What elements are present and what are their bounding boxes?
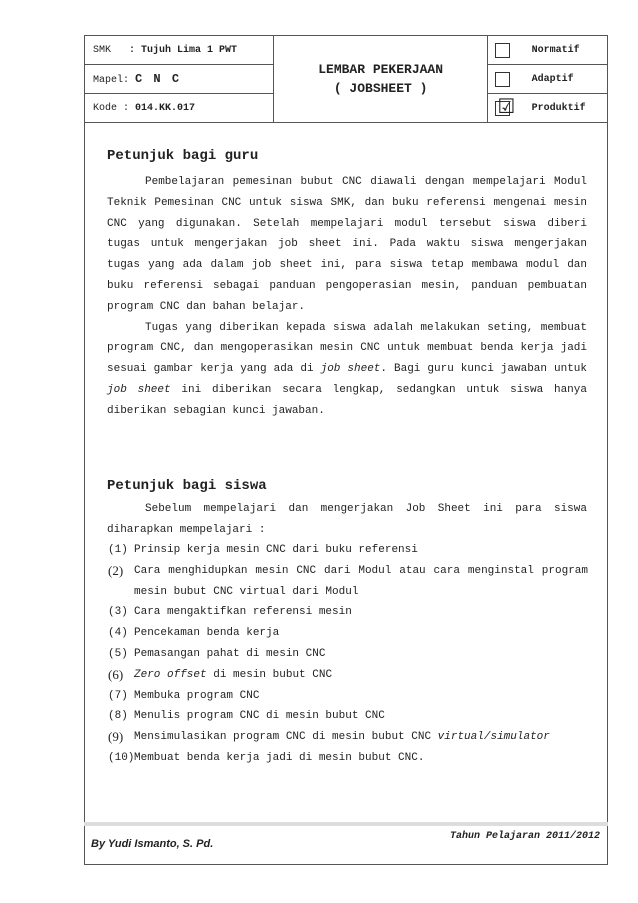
list-item [108, 748, 588, 769]
list-item-text: Pemasangan pahat di mesin CNC [134, 647, 326, 660]
list-item [108, 665, 588, 686]
mapel-cell [85, 65, 274, 94]
produktif-checkbox [495, 93, 516, 118]
smk-value: : Tujuh Lima 1 PWT [129, 44, 238, 56]
kode-cell [85, 94, 274, 123]
list-item-text [134, 727, 588, 748]
normatif-checkbox [495, 43, 510, 58]
check-mark-icon: ☑ [497, 93, 516, 118]
list-item-number: (2) [108, 562, 124, 578]
guru-p2-italic-2: job sheet [107, 383, 171, 396]
mapel-label: Mapel: [93, 75, 130, 86]
guru-instructions [107, 172, 587, 422]
normatif-checkbox-cell [488, 36, 518, 65]
list-item-number: (7) [108, 689, 128, 702]
list-item [108, 561, 588, 603]
list-item [108, 602, 588, 623]
list-item [108, 644, 588, 665]
smk-cell [85, 36, 274, 65]
siswa-intro-text: Sebelum mempelajari dan mengerjakan Job Sheet ini para siswa diharapkan mempelajari : [107, 503, 587, 536]
author-credit: By Yudi Ismanto, S. Pd. [91, 838, 214, 850]
guru-p2-italic-1: job sheet [320, 363, 381, 376]
produktif-label: Produktif [518, 94, 608, 123]
siswa-intro [107, 499, 587, 541]
list-item-text: Cara mengaktifkan referensi mesin [134, 606, 352, 619]
mapel-value: C N C [135, 72, 182, 86]
siswa-section-title: Petunjuk bagi siswa [107, 478, 267, 494]
smk-label: SMK [93, 44, 112, 56]
guru-p2-text-a: Tugas yang diberikan kepada siswa adalah melakukan seting, membuat program CNC, dan mengoperasikan mesin CNC untuk membuat benda kerja jadi sesuai gambar kerja yang ada di [107, 321, 587, 376]
academic-year: Tahun Pelajaran 2011/2012 [450, 831, 601, 842]
guru-section-title: Petunjuk bagi guru [107, 148, 259, 164]
kode-value: 014.KK.017 [135, 102, 196, 114]
guru-paragraph-2 [107, 318, 587, 422]
produktif-checkbox-cell [488, 94, 518, 123]
list-item-italic: Zero offset [134, 668, 207, 681]
list-item-text: Prinsip kerja mesin CNC dari buku referensi [134, 544, 418, 556]
list-item-number: (3) [108, 606, 128, 619]
title-line2: ( JOBSHEET ) [333, 81, 428, 96]
guru-p2-text-b: . Bagi guru kunci jawaban untuk [380, 363, 587, 376]
title-line1: LEMBAR PEKERJAAN [318, 62, 444, 77]
list-item-number: (5) [108, 647, 128, 660]
list-item-text: Pencekaman benda kerja [134, 627, 280, 640]
list-item-number: (4) [108, 627, 128, 640]
list-item-number: (6) [108, 666, 124, 682]
list-item [108, 706, 588, 727]
list-item-number: (9) [108, 729, 124, 745]
list-item-number: (10) [108, 751, 135, 764]
list-item-lead: Mensimulasikan program CNC di mesin bubut CNC [134, 731, 438, 744]
document-title [274, 36, 488, 123]
guru-p2-text-c: ini diberikan secara lengkap, sedangkan untuk siswa hanya diberikan sebagian kunci jawaban. [107, 383, 587, 417]
header-table [84, 35, 608, 123]
list-item [108, 540, 588, 561]
adaptif-checkbox-cell [488, 65, 518, 94]
list-item [108, 727, 588, 748]
list-item [108, 623, 588, 644]
adaptif-label: Adaptif [518, 65, 608, 94]
list-item-number: (1) [108, 544, 128, 556]
list-item-text: Membuat benda kerja jadi di mesin bubut CNC. [134, 751, 425, 764]
list-item-text: Membuka program CNC [134, 689, 260, 702]
list-item [108, 686, 588, 707]
normatif-label: Normatif [518, 36, 608, 65]
adaptif-checkbox [495, 72, 510, 87]
list-item-text [134, 665, 588, 686]
kode-label: Kode : [93, 102, 130, 114]
list-item-text: Menulis program CNC di mesin bubut CNC [134, 710, 385, 723]
list-item-rest: di mesin bubut CNC [206, 668, 333, 681]
siswa-list [108, 540, 588, 769]
guru-paragraph-1: Pembelajaran pemesinan bubut CNC diawali dengan mempelajari Modul Teknik Pemesinan CNC untuk siswa SMK, dan buku referensi mengenai mesin CNC yang digunakan. Setelah mempelajari modul tersebut siswa diberi tugas untuk mengerjakan job sheet ini. Pada waktu siswa mengerjakan tugas yang ada dalam job sheet ini, para siswa tetap membawa modul dan buku referensi sebagai panduan pengoperasian mesin, panduan pembuatan program CNC dan bahan belajar. [107, 176, 587, 313]
list-item-text: Cara menghidupkan mesin CNC dari Modul atau cara menginstal program mesin bubut CNC virtual dari Modul [134, 564, 588, 598]
footer-divider [84, 822, 608, 826]
list-item-italic: virtual/simulator [437, 731, 550, 744]
list-item-number: (8) [108, 710, 128, 723]
